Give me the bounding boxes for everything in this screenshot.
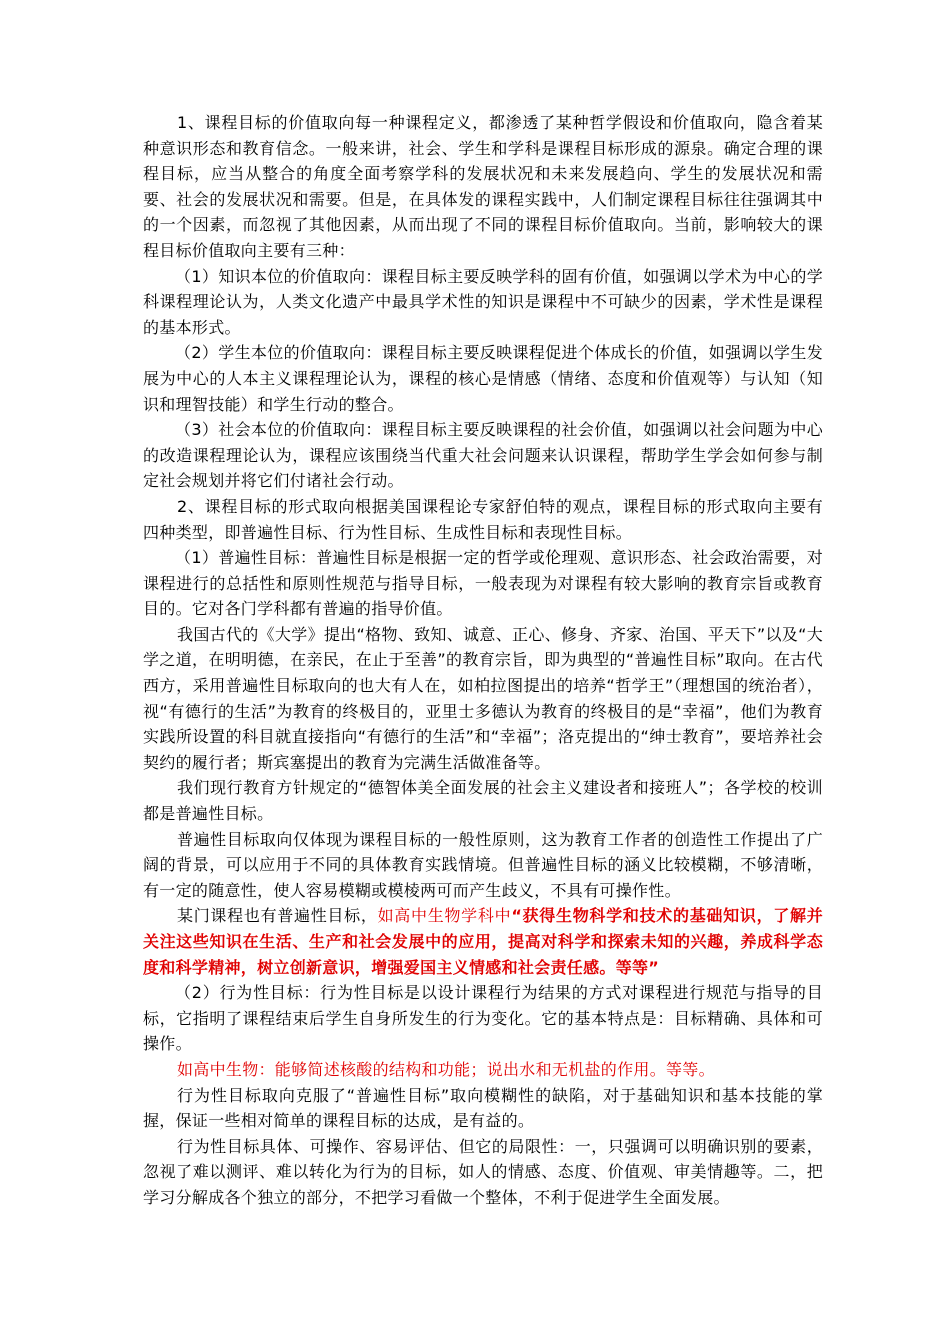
paragraph-behavioral-goal: （2）行为性目标：行为性目标是以设计课程行为结果的方式对课程进行规范与指导的目标，它指明了课程结束后学生自身所发生的行为变化。它的基本特点是：目标精确、具体和可操作。 xyxy=(143,983,823,1054)
paragraph-course-universal-goal xyxy=(143,903,823,980)
paragraph-behavioral-advantage: 行为性目标取向克服了“普遍性目标”取向模糊性的缺陷，对于基础知识和基本技能的掌握，保证一些相对简单的课程目标的达成，是有益的。 xyxy=(143,1085,823,1131)
document-body xyxy=(143,110,823,1211)
paragraph-ancient-examples: 我国古代的《大学》提出“格物、致知、诚意、正心、修身、齐家、治国、平天下”以及“大学之道，在明明德，在亲民，在止于至善”的教育宗旨，即为典型的“普遍性目标”取向。在古代西方，采用普遍性目标取向的也大有人在，如柏拉图提出的培养“哲学王”（理想国的统治者），视“有德行的生活”为教育的终极目的，亚里士多德认为教育的终极目的是“幸福”，他们为教育实践所设置的科目就直接指向“有德行的生活”和“幸福”；洛克提出的“绅士教育”，要培养社会契约的履行者；斯宾塞提出的教育为完满生活做准备等。 xyxy=(143,624,823,772)
paragraph-current-policy: 我们现行教育方针规定的“德智体美全面发展的社会主义建设者和接班人”；各学校的校训都是普遍性目标。 xyxy=(143,778,823,824)
biology-subject-label: 如高中生物学科中 xyxy=(377,906,512,926)
paragraph-society-orientation: （3）社会本位的价值取向：课程目标主要反映课程的社会价值，如强调以社会问题为中心的改造课程理论认为，课程应该围绕当代重大社会问题来认识课程，帮助学生学会如何参与制定社会规划并将它们付诸社会行动。 xyxy=(143,420,823,491)
paragraph-biology-behavioral-example: 如高中生物：能够简述核酸的结构和功能；说出水和无机盐的作用。等等。 xyxy=(177,1059,715,1079)
paragraph-universal-goal: （1）普遍性目标：普遍性目标是根据一定的哲学或伦理观、意识形态、社会政治需要，对课程进行的总括性和原则性规范与指导目标，一般表现为对课程有较大影响的教育宗旨或教育目的。它对各门学科都有普遍的指导价值。 xyxy=(143,548,823,619)
paragraph-student-orientation: （2）学生本位的价值取向：课程目标主要反映课程促进个体成长的价值，如强调以学生发展为中心的人本主义课程理论认为，课程的核心是情感（情绪、态度和价值观等）与认知（知识和理智技能）和学生行动的整合。 xyxy=(143,343,823,414)
biology-goal-quote: “获得生物科学和技术的基础知识，了解并关注这些知识在生活、生产和社会发展中的应用，提高对科学和探索未知的兴趣，养成科学态度和科学精神，树立创新意识，增强爱国主义情感和社会责任感。等等” xyxy=(143,906,824,977)
paragraph-value-orientation-intro: 1、课程目标的价值取向每一种课程定义，都渗透了某种哲学假设和价值取向，隐含着某种意识形态和教育信念。一般来讲，社会、学生和学科是课程目标形成的源泉。确定合理的课程目标，应当从整合的角度全面考察学科的发展状况和未来发展趋向、学生的发展状况和需要、社会的发展状况和需要。但是，在具体发的课程实践中，人们制定课程目标往往强调其中的一个因素，而忽视了其他因素，从而出现了不同的课程目标价值取向。当前，影响较大的课程目标价值取向主要有三种： xyxy=(143,113,823,260)
paragraph-behavioral-limitations: 行为性目标具体、可操作、容易评估、但它的局限性：一，只强调可以明确识别的要素，忽视了难以测评、难以转化为行为的目标，如人的情感、态度、价值观、审美情趣等。二，把学习分解成各个独立的部分，不把学习看做一个整体，不利于促进学生全面发展。 xyxy=(143,1136,823,1207)
paragraph-form-orientation-intro: 2、课程目标的形式取向根据美国课程论专家舒伯特的观点，课程目标的形式取向主要有四种类型，即普遍性目标、行为性目标、生成性目标和表现性目标。 xyxy=(143,496,823,542)
paragraph-universal-limitations: 普遍性目标取向仅体现为课程目标的一般性原则，这为教育工作者的创造性工作提出了广阔的背景，可以应用于不同的具体教育实践情境。但普遍性目标的涵义比较模糊，不够清晰，有一定的随意性，使人容易模糊或模棱两可而产生歧义，不具有可操作性。 xyxy=(143,829,823,900)
course-goal-lead-text: 某门课程也有普遍性目标， xyxy=(177,906,378,926)
paragraph-knowledge-orientation: （1）知识本位的价值取向：课程目标主要反映学科的固有价值，如强调以学术为中心的学科课程理论认为，人类文化遗产中最具学术性的知识是课程中不可缺少的因素，学术性是课程的基本形式。 xyxy=(143,266,823,337)
